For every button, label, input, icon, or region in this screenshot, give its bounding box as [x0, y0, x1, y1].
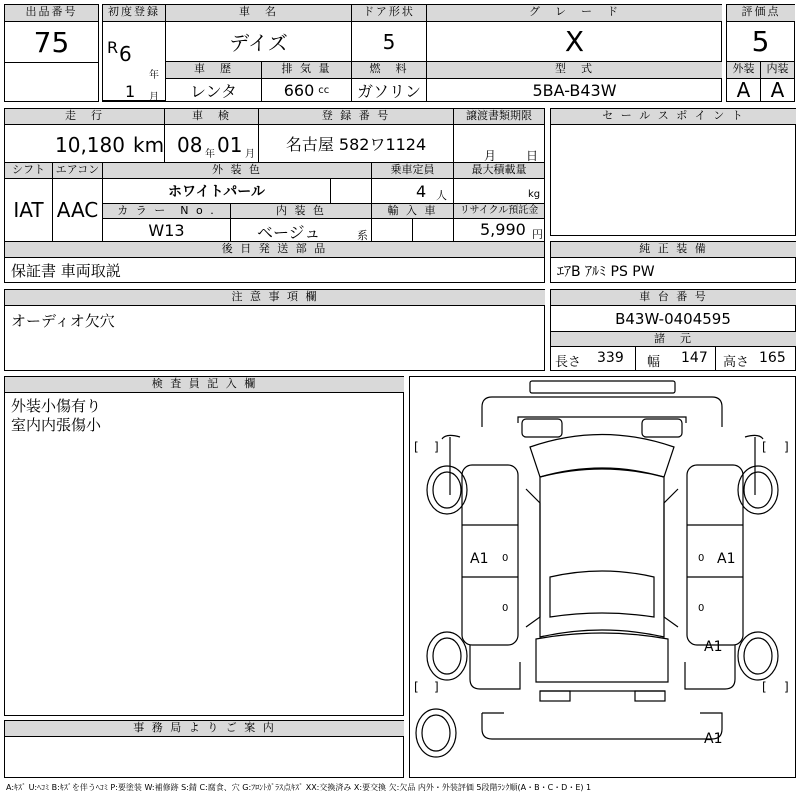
capacity-label: 乗車定員 [372, 163, 454, 179]
exterior-score-value: A [727, 79, 761, 101]
shift-label: シフト [5, 163, 53, 179]
int-color-value: ベージュ [257, 223, 321, 242]
damage-diagram [409, 376, 796, 778]
displacement-unit: cc [318, 84, 330, 96]
capacity-value: 4 [416, 182, 427, 201]
dims-label: 諸 元 [551, 332, 796, 347]
bracket-fl: [ [414, 440, 419, 454]
dims-divider-1 [635, 347, 636, 370]
damage-mark-rear-right: A1 [704, 639, 723, 655]
notes-box [4, 289, 545, 371]
bracket-rr-close: ] [784, 680, 789, 694]
later-parts-label: 後 日 発 送 部 品 [5, 242, 544, 258]
import-value [372, 219, 413, 242]
bracket-fr: [ [762, 440, 767, 454]
int-color-suffix: 系 [357, 229, 368, 242]
lot-number: 75 [5, 23, 98, 63]
int-color-label: 内 装 色 [231, 204, 372, 219]
score-value: 5 [727, 22, 794, 62]
shift-value: IAT [5, 179, 53, 242]
reg-year-unit: 年 [149, 70, 159, 81]
plate-value: 名古屋 582ワ1124 [259, 125, 454, 163]
interior-score-label: 内装 [761, 62, 794, 79]
inspection-label: 車 検 [165, 109, 259, 125]
recycle-value: 5,990 [480, 220, 526, 239]
height-value: 165 [759, 350, 786, 366]
fuel-value: ガソリン [352, 79, 427, 101]
damage-mark-front-right: A1 [717, 551, 736, 567]
chassis-box [550, 289, 796, 371]
reg-month-unit: 月 [149, 92, 159, 103]
inspector-line-2: 室内内張傷小 [11, 416, 102, 434]
mileage-label: 走 行 [5, 109, 165, 125]
inspection-month-unit: 月 [245, 149, 255, 160]
inspector-box [4, 376, 404, 716]
inspector-label: 検 査 員 記 入 欄 [5, 377, 404, 393]
interior-score-value: A [770, 78, 785, 102]
reg-month: 1 [125, 82, 136, 101]
genuine-value: ｴｱB ｱﾙﾐ PS PW [557, 264, 655, 280]
history-value: レンタ [166, 79, 262, 101]
dims-divider-2 [715, 347, 716, 370]
transfer-cell [454, 125, 544, 163]
main-info-table [102, 4, 722, 102]
displacement-value: 660 [283, 80, 315, 100]
bracket-rl-close: ] [434, 680, 439, 694]
chassis-label: 車 台 番 号 [551, 290, 796, 306]
color-no-label: カ ラ ー N o . [103, 204, 231, 219]
model-label: 型 式 [427, 62, 722, 79]
width-value: 147 [681, 350, 708, 366]
ext-color-label: 外 装 色 [103, 163, 372, 179]
dims-row [551, 347, 795, 370]
vehicle-details-table [4, 108, 545, 283]
sales-point-label: セ ー ル ス ポ イ ン ト [551, 109, 796, 125]
score-table [726, 4, 795, 102]
model-value: 5BA-B43W [532, 80, 617, 100]
length-label: 長さ [555, 355, 582, 370]
doors-value: 5 [352, 22, 427, 62]
transfer-day-unit: 日 [526, 149, 539, 163]
zero-mark-right-1: 0 [698, 553, 705, 564]
damage-mark-front-left: A1 [470, 551, 489, 567]
ext-color-value: ホワイトパール [103, 179, 331, 204]
reg-era: R [107, 38, 119, 57]
import-extra [413, 219, 454, 242]
mileage-unit: km [133, 133, 165, 157]
inspection-month: 01 [217, 133, 243, 157]
chassis-value: B43W-0404595 [551, 306, 795, 332]
inspection-year-unit: 年 [205, 149, 215, 160]
zero-mark-left-2: 0 [502, 603, 509, 614]
reg-value-cell [103, 22, 166, 101]
height-label: 高さ [723, 355, 750, 370]
lot-label: 出品番号 [5, 5, 99, 22]
office-box [4, 720, 404, 778]
capacity-cell [372, 179, 454, 204]
capacity-unit: 人 [436, 189, 447, 202]
ac-label: エアコン [53, 163, 103, 179]
legend-text: A:ｷｽﾞ U:ﾍｺﾐ B:ｷｽﾞを伴うﾍｺﾐ P:要塗装 W:補修跡 S:錆 C:腐食、穴 G:ﾌﾛﾝﾄｶﾞﾗｽ点ｷｽﾞ XX:交換済み X:要交換 欠:欠品 内外・外装評価 5段階ﾗﾝｸ順(A・B・C・D・E) 1 [6, 783, 592, 792]
reg-year: 6 [119, 42, 132, 66]
mileage-cell [5, 125, 165, 163]
inspector-line-1: 外装小傷有り [11, 397, 102, 415]
notes-value: オーディオ欠穴 [11, 312, 115, 330]
bracket-rr: [ [762, 680, 767, 694]
color-no-value: W13 [103, 219, 231, 242]
bracket-fr-close: ] [784, 440, 789, 454]
max-load-label: 最大積載量 [454, 163, 544, 179]
history-label: 車 歴 [166, 62, 262, 79]
transfer-label: 譲渡書類期限 [454, 109, 544, 125]
exterior-score-label: 外装 [727, 62, 761, 79]
zero-mark-right-2: 0 [698, 603, 705, 614]
notes-label: 注 意 事 項 欄 [5, 290, 545, 306]
top-info-table [4, 4, 99, 102]
displacement-cell [262, 79, 352, 101]
displacement-label: 排 気 量 [262, 62, 352, 79]
genuine-equipment-box [550, 241, 796, 283]
office-label: 事 務 局 よ り ご 案 内 [5, 721, 404, 737]
reg-label: 初度登録 [103, 5, 166, 22]
later-parts-value: 保証書 車両取説 [11, 262, 121, 280]
inspection-cell [165, 125, 259, 163]
grade-label: グ レ ー ド [427, 5, 722, 22]
max-load-unit: kg [528, 189, 541, 200]
recycle-unit: 円 [532, 228, 543, 241]
genuine-label: 純 正 装 備 [551, 242, 796, 258]
car-name: デイズ [166, 22, 352, 62]
mileage-value: 10,180 [55, 133, 125, 157]
width-label: 幅 [647, 355, 661, 370]
transfer-month-unit: 月 [484, 149, 497, 163]
max-load-cell [454, 179, 544, 204]
zero-mark-left-1: 0 [502, 553, 509, 564]
damage-mark-rear: A1 [704, 731, 723, 747]
bracket-fl-close: ] [434, 440, 439, 454]
name-label: 車 名 [166, 5, 352, 22]
bracket-rl: [ [414, 680, 419, 694]
recycle-label: リサイクル預託金 [454, 204, 544, 219]
grade-value: X [427, 22, 722, 62]
import-label: 輸 入 車 [372, 204, 454, 219]
sales-point-box [550, 108, 796, 236]
doors-label: ドア形状 [352, 5, 427, 22]
int-color-cell [231, 219, 372, 242]
recycle-cell [454, 219, 544, 242]
length-value: 339 [597, 350, 624, 366]
score-label: 評価点 [727, 5, 795, 22]
ext-color-extra [331, 179, 372, 204]
inspection-year: 08 [177, 133, 203, 157]
fuel-label: 燃 料 [352, 62, 427, 79]
plate-label: 登 録 番 号 [259, 109, 454, 125]
car-outline-diagram [410, 377, 795, 777]
ac-value: AAC [53, 179, 103, 242]
